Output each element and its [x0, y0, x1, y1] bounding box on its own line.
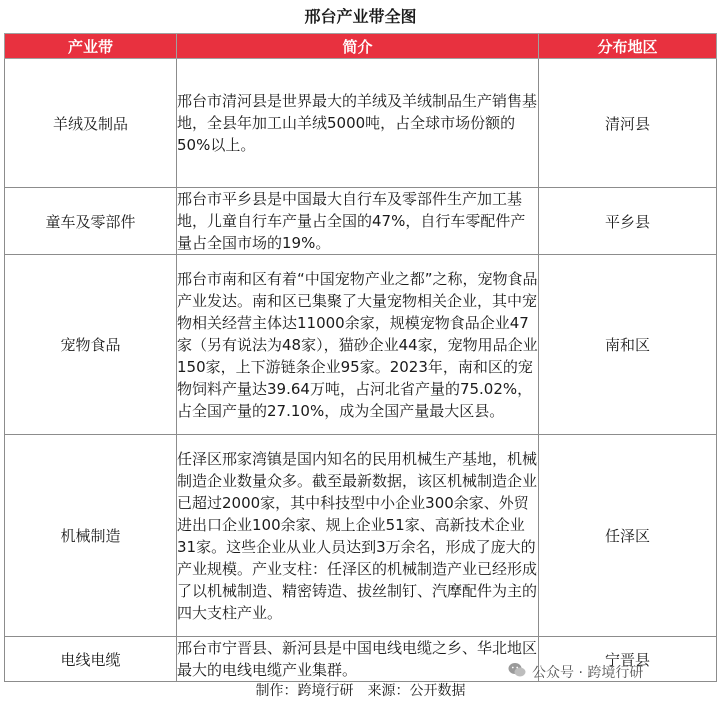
intro-cell: 邢台市宁晋县、新河县是中国电线电缆之乡、华北地区最大的电线电缆产业集群。: [177, 637, 539, 682]
region-cell: 平乡县: [539, 188, 717, 255]
industry-cell: 宠物食品: [5, 255, 177, 435]
header-industry: 产业带: [5, 34, 177, 59]
wechat-label: 公众号 · 跨境行研: [532, 665, 644, 681]
table-row: [5, 255, 717, 435]
table-header-row: [5, 34, 717, 59]
page-title: 邢台产业带全图: [304, 7, 417, 26]
region-cell: 任泽区: [539, 435, 717, 637]
region-cell: 清河县: [539, 59, 717, 188]
industry-cell: 机械制造: [5, 435, 177, 637]
intro-cell: 邢台市平乡县是中国最大自行车及零部件生产加工基地，儿童自行车产量占全国的47%，自行车零配件产量占全国市场的19%。: [177, 188, 539, 255]
wechat-icon: [508, 662, 526, 682]
industry-cell: 羊绒及制品: [5, 59, 177, 188]
region-cell: 宁晋县: [539, 637, 717, 682]
intro-cell: 邢台市南和区有着“中国宠物产业之都”之称，宠物食品产业发达。南和区已集聚了大量宠物相关企业，其中宠物相关经营主体达11000余家，规模宠物食品企业47家（另有说法为48家），猫砂企业44家，宠物用品企业150家，上下游链条企业95家。2023年，南和区的宠物饲料产量达39.64万吨，占河北省产量的75.02%，占全国产量的27.10%，成为全国产量最大区县。: [177, 255, 539, 435]
intro-cell: 任泽区邢家湾镇是国内知名的民用机械生产基地，机械制造企业数量众多。截至最新数据，该区机械制造企业已超过2000家，其中科技型中小企业300余家、外贸进出口企业100余家、规上企业51家、高新技术企业31家。这些企业从业人员达到3万余名，形成了庞大的产业规模。产业支柱：任泽区的机械制造产业已经形成了以机械制造、精密铸造、拔丝制钉、汽摩配件为主的四大支柱产业。: [177, 435, 539, 637]
footer-source: 制作：跨境行研 来源：公开数据: [255, 683, 466, 699]
intro-cell: 邢台市清河县是世界最大的羊绒及羊绒制品生产销售基地，全县年加工山羊绒5000吨，占全球市场份额的50%以上。: [177, 59, 539, 188]
industry-table: [4, 33, 717, 682]
industry-cell: 电线电缆: [5, 637, 177, 682]
header-region: 分布地区: [539, 34, 717, 59]
table-row: [5, 188, 717, 255]
table-row: [5, 435, 717, 637]
table-row: [5, 59, 717, 188]
region-cell: 南和区: [539, 255, 717, 435]
industry-cell: 童车及零部件: [5, 188, 177, 255]
header-intro: 简介: [177, 34, 539, 59]
